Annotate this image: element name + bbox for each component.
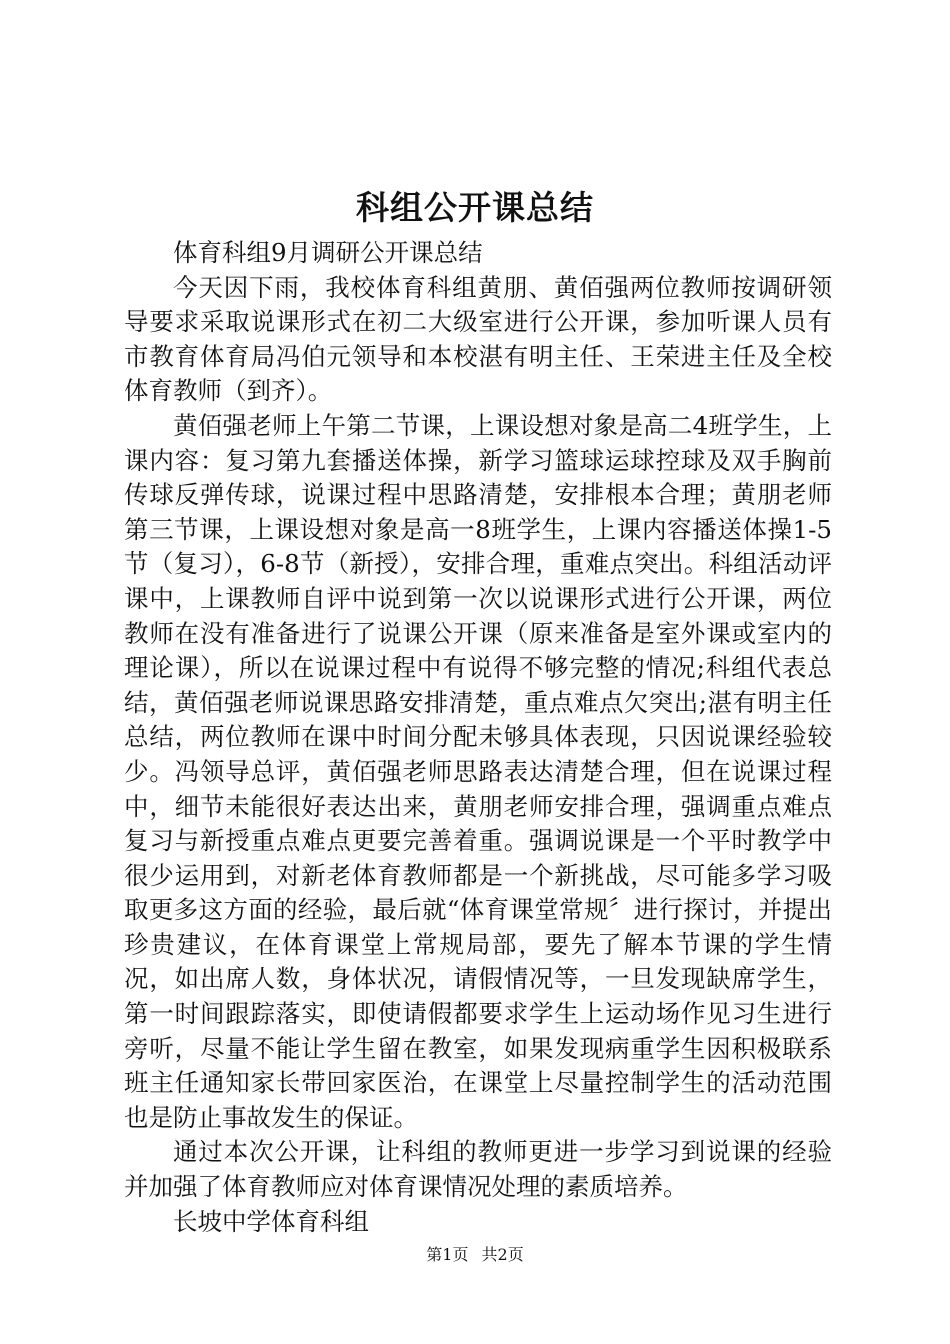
page-number-total: 共2页 [481, 1245, 524, 1264]
page-footer [0, 1244, 950, 1266]
paragraph-main: 黄佰强老师上午第二节课，上课设想对象是高二4班学生，上课内容：复习第九套播送体操，新学习篮球运球控球及双手胸前传球反弹传球，说课过程中思路清楚，安排根本合理；黄朋老师第三节课，上课设想对象是高一8班学生，上课内容播送体操1-5节（复习），6-8节（新授），安排合理，重难点突出。科组活动评课中，上课教师自评中说到第一次以说课形式进行公开课，两位教师在没有准备进行了说课公开课（原来准备是室外课或室内的理论课），所以在说课过程中有说得不够完整的情况;科组代表总结，黄佰强老师说课思路安排清楚，重点难点欠突出;湛有明主任总结，两位教师在课中时间分配未够具体表现，只因说课经验较少。冯领导总评，黄佰强老师思路表达清楚合理，但在说课过程中，细节未能很好表达出来，黄朋老师安排合理，强调重点难点复习与新授重点难点更要完善着重。强调说课是一个平时教学中很少运用到，对新老体育教师都是一个新挑战，尽可能多学习吸取更多这方面的经验，最后就“体育课堂常规〞进行探讨，并提出珍贵建议，在体育课堂上常规局部，要先了解本节课的学生情况，如出席人数，身体状况，请假情况等，一旦发现缺席学生，第一时间跟踪落实，即使请假都要求学生上运动场作见习生进行旁听，尽量不能让学生留在教室，如果发现病重学生因积极联系班主任通知家长带回家医治，在课堂上尽量控制学生的活动范围也是防止事故发生的保证。 [124, 410, 832, 1132]
paragraph-subtitle: 体育科组9月调研公开课总结 [173, 238, 483, 267]
page-title: 科组公开课总结 [356, 188, 594, 227]
paragraph-intro: 今天因下雨，我校体育科组黄朋、黄佰强两位教师按调研领导要求采取说课形式在初二大级室进行公开课，参加听课人员有市教育体育局冯伯元领导和本校湛有明主任、王荣进主任及全校体育教师（到齐）。 [124, 272, 832, 406]
page-number-current: 第1页 [426, 1245, 469, 1264]
paragraph-conclusion: 通过本次公开课，让科组的教师更进一步学习到说课的经验并加强了体育教师应对体育课情况处理的素质培养。 [124, 1137, 832, 1202]
document-body [124, 236, 832, 1239]
paragraph-signature: 长坡中学体育科组 [173, 1206, 369, 1236]
